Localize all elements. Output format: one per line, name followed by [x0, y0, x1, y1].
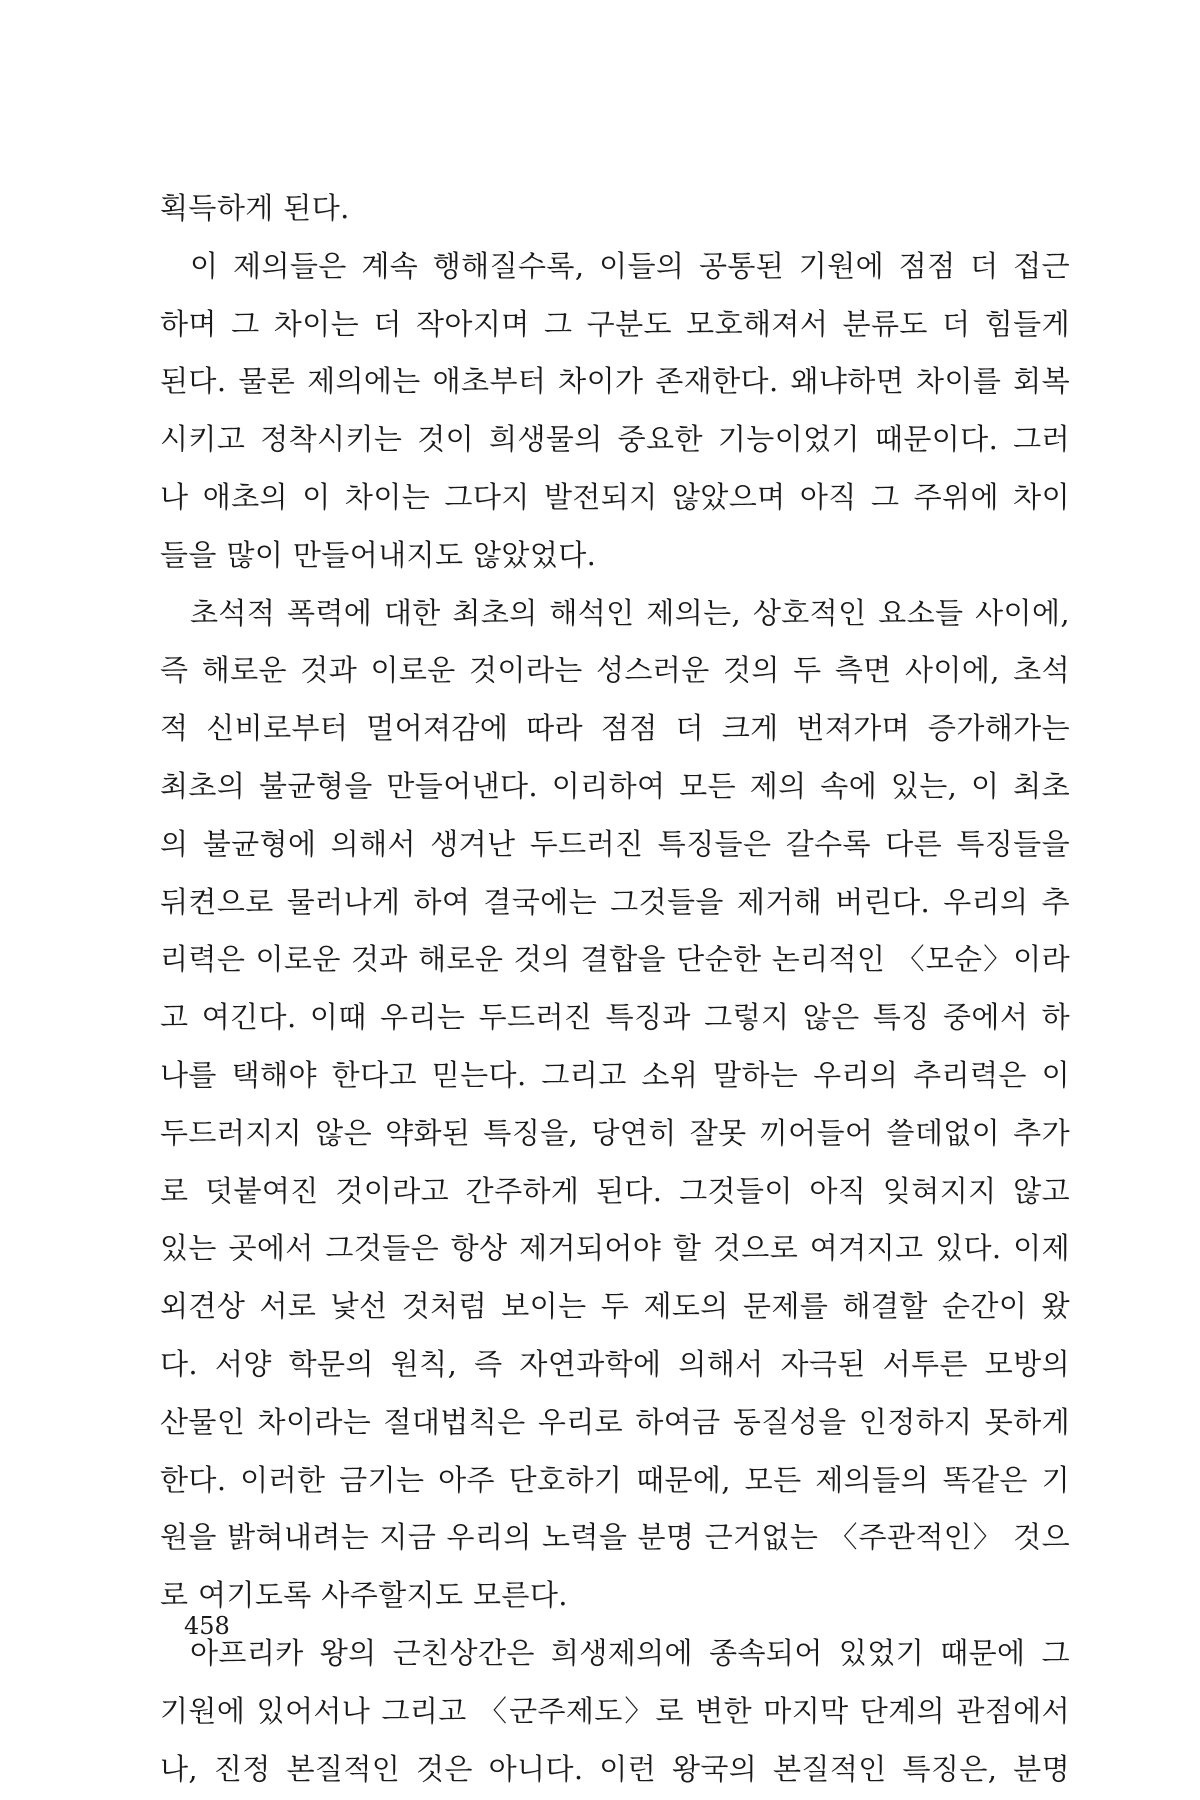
text-line: 원을 밝혀내려는 지금 우리의 노력을 분명 근거없는 〈주관적인〉 것으: [160, 1520, 1070, 1555]
text-line: 최초의 불균형을 만들어낸다. 이리하여 모든 제의 속에 있는, 이 최초: [160, 768, 1070, 803]
text-line: 하며 그 차이는 더 작아지며 그 구분도 모호해져서 분류도 더 힘들게: [160, 306, 1070, 341]
text-line: 다. 서양 학문의 원칙, 즉 자연과학에 의해서 자극된 서투른 모방의: [160, 1346, 1070, 1381]
text-line: 의 불균형에 의해서 생겨난 두드러진 특징들은 갈수록 다른 특징들을: [160, 826, 1070, 861]
text-line: 들을 많이 만들어내지도 않았었다.: [160, 537, 597, 572]
text-line: 초석적 폭력에 대한 최초의 해석인 제의는, 상호적인 요소들 사이에,: [190, 595, 1070, 630]
text-line: 나, 진정 본질적인 것은 아니다. 이런 왕국의 본질적인 특징은, 분명: [160, 1751, 1070, 1786]
text-line: 있는 곳에서 그것들은 항상 제거되어야 할 것으로 여겨지고 있다. 이제: [160, 1231, 1070, 1266]
body-text: [160, 180, 1070, 1798]
text-line: 나를 택해야 한다고 믿는다. 그리고 소위 말하는 우리의 추리력은 이: [160, 1057, 1070, 1092]
text-line: 이 제의들은 계속 행해질수록, 이들의 공통된 기원에 점점 더 접근: [190, 248, 1070, 283]
text-line: 외견상 서로 낯선 것처럼 보이는 두 제도의 문제를 해결할 순간이 왔: [160, 1289, 1070, 1324]
text-line: 즉 해로운 것과 이로운 것이라는 성스러운 것의 두 측면 사이에, 초석: [160, 653, 1070, 688]
text-line: 한다. 이러한 금기는 아주 단호하기 때문에, 모든 제의들의 똑같은 기: [160, 1462, 1070, 1497]
text-line: 획득하게 된다.: [160, 191, 350, 225]
text-line: 적 신비로부터 멀어져감에 따라 점점 더 크게 번져가며 증가해가는: [160, 711, 1070, 746]
text-line: 아프리카 왕의 근친상간은 희생제의에 종속되어 있었기 때문에 그: [190, 1635, 1070, 1670]
text-line: 시키고 정착시키는 것이 희생물의 중요한 기능이었기 때문이다. 그러: [160, 422, 1070, 457]
text-line: 기원에 있어서나 그리고 〈군주제도〉로 변한 마지막 단계의 관점에서: [160, 1693, 1070, 1728]
text-line: 고 여긴다. 이때 우리는 두드러진 특징과 그렇지 않은 특징 중에서 하: [160, 1000, 1070, 1035]
text-line: 두드러지지 않은 약화된 특징을, 당연히 잘못 끼어들어 쓸데없이 추가: [160, 1115, 1070, 1150]
text-line: 로 덧붙여진 것이라고 간주하게 된다. 그것들이 아직 잊혀지지 않고: [160, 1173, 1070, 1208]
text-line: 뒤켠으로 물러나게 하여 결국에는 그것들을 제거해 버린다. 우리의 추: [160, 884, 1070, 919]
text-line: 산물인 차이라는 절대법칙은 우리로 하여금 동질성을 인정하지 못하게: [160, 1404, 1070, 1439]
text-line: 된다. 물론 제의에는 애초부터 차이가 존재한다. 왜냐하면 차이를 회복: [160, 364, 1070, 399]
text-line: 나 애초의 이 차이는 그다지 발전되지 않았으며 아직 그 주위에 차이: [160, 479, 1070, 514]
text-line: 리력은 이로운 것과 해로운 것의 결합을 단순한 논리적인 〈모순〉이라: [160, 942, 1070, 977]
text-line: 로 여기도록 사주할지도 모른다.: [160, 1578, 568, 1613]
page-number: 458: [184, 1612, 230, 1640]
